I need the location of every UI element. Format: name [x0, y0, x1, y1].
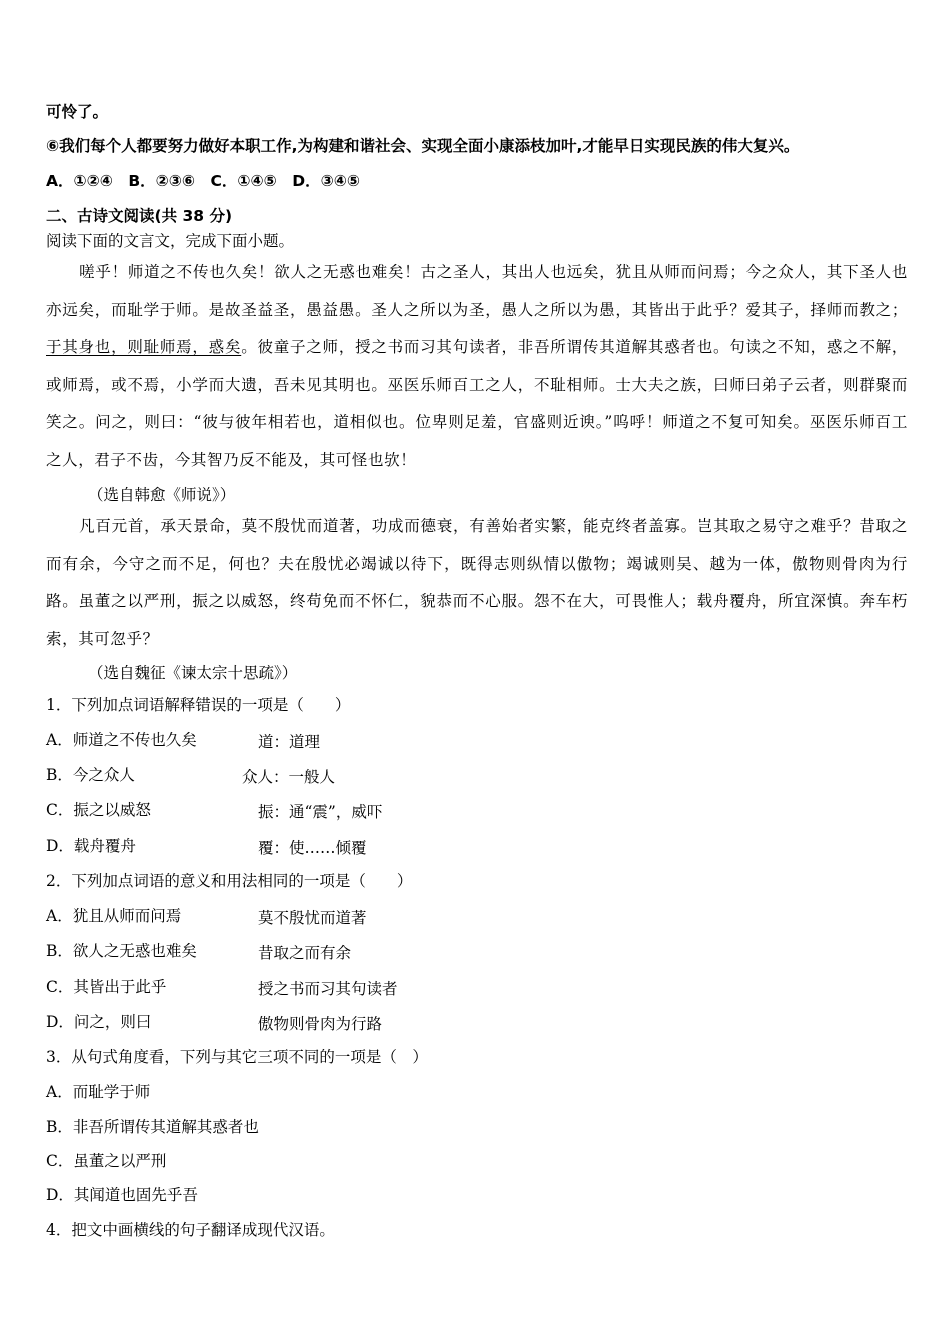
q1-option-b: B．今之众人 [46, 766, 135, 784]
q3-option-d: D．其闻道也固先乎吾 [46, 1186, 198, 1204]
q1-option-c: C．振之以威怒 [46, 801, 151, 819]
q2-option-a-compare: 莫不殷忧而道著 [258, 909, 367, 927]
question-4: 4．把文中画横线的句子翻译成现代汉语。 [46, 1221, 335, 1239]
q1-option-d: D．载舟覆舟 [46, 837, 136, 855]
q1-option-d-gloss: 覆：使……倾覆 [258, 839, 367, 857]
q2-option-d: D．问之，则曰 [46, 1013, 152, 1031]
section-heading: 二、古诗文阅读(共 38 分) [46, 207, 233, 225]
prev-answer-choices: A．①②④ B．②③⑥ C．①④⑤ D．③④⑤ [46, 172, 361, 190]
passage-1-part-a: 嗟乎！师道之不传也久矣！欲人之无惑也难矣！古之圣人，其出人也远矣，犹且从师而问焉；今之众人，其下圣人也亦远矣，而耻学于师。是故圣益圣，愚益愚。圣人之所以为圣，愚人之所以为愚，其皆出于此乎？爱其子，择师而教之； [46, 263, 908, 319]
q2-option-b: B．欲人之无惑也难矣 [46, 942, 197, 960]
q2-option-c-compare: 授之书而习其句读者 [258, 980, 398, 998]
q1-option-a-gloss: 道：道理 [258, 733, 321, 751]
q3-option-a: A．而耻学于师 [46, 1083, 151, 1101]
q2-option-a: A．犹且从师而问焉 [46, 907, 182, 925]
prev-option-tail: 可怜了。 [46, 103, 109, 121]
passage-1-underlined: 于其身也，则耻师焉，惑矣 [46, 338, 242, 356]
q2-option-c: C．其皆出于此乎 [46, 978, 167, 996]
passage-2 [46, 508, 908, 658]
q2-option-b-compare: 昔取之而有余 [258, 944, 352, 962]
question-1: 1．下列加点词语解释错误的一项是（ ） [46, 696, 351, 714]
prev-option-6: ⑥我们每个人都要努力做好本职工作,为构建和谐社会、实现全面小康添枝加叶,才能早日实现民族的伟大复兴。 [46, 137, 800, 155]
question-2: 2．下列加点词语的意义和用法相同的一项是（ ） [46, 872, 413, 890]
question-3: 3．从句式角度看，下列与其它三项不同的一项是（ ） [46, 1048, 428, 1066]
passage-2-text: 凡百元首，承天景命，莫不殷忧而道著，功成而德衰，有善始者实繁，能克终者盖寡。岂其取之易守之难乎？昔取之而有余，今守之而不足，何也？夫在殷忧必竭诚以待下，既得志则纵情以傲物；竭诚则吴、越为一体，傲物则骨肉为行路。虽董之以严刑，振之以威怒，终苟免而不怀仁，貌恭而不心服。怨不在大，可畏惟人；载舟覆舟，所宜深慎。奔车朽索，其可忽乎？ [46, 517, 908, 648]
q1-option-a: A．师道之不传也久矣 [46, 731, 197, 749]
q3-option-b: B．非吾所谓传其道解其惑者也 [46, 1118, 259, 1136]
q2-option-d-compare: 傲物则骨肉为行路 [258, 1015, 383, 1033]
passage-1-part-b: 。彼童子之师，授之书而习其句读者，非吾所谓传其道解其惑者也。句读之不知，惑之不解，或师焉，或不焉，小学而大遗，吾未见其明也。巫医乐师百工之人，不耻相师。士大夫之族，曰师曰弟子云者，则群聚而笑之。问之，则曰：“彼与彼年相若也，道相似也。位卑则足羞，官盛则近谀。”呜呼！师道之不复可知矣。巫医乐师百工之人，君子不齿，今其智乃反不能及，其可怪也欤！ [46, 338, 909, 469]
passage-2-source: （选自魏征《谏太宗十思疏》） [88, 664, 298, 682]
passage-1-source: （选自韩愈《师说》） [88, 486, 236, 504]
q1-option-c-gloss: 振：通“震”，威吓 [258, 803, 383, 821]
section-instruction: 阅读下面的文言文，完成下面小题。 [46, 232, 295, 250]
q1-option-b-gloss: 众人：一般人 [242, 768, 336, 786]
passage-1 [46, 254, 908, 479]
q3-option-c: C．虽董之以严刑 [46, 1152, 167, 1170]
